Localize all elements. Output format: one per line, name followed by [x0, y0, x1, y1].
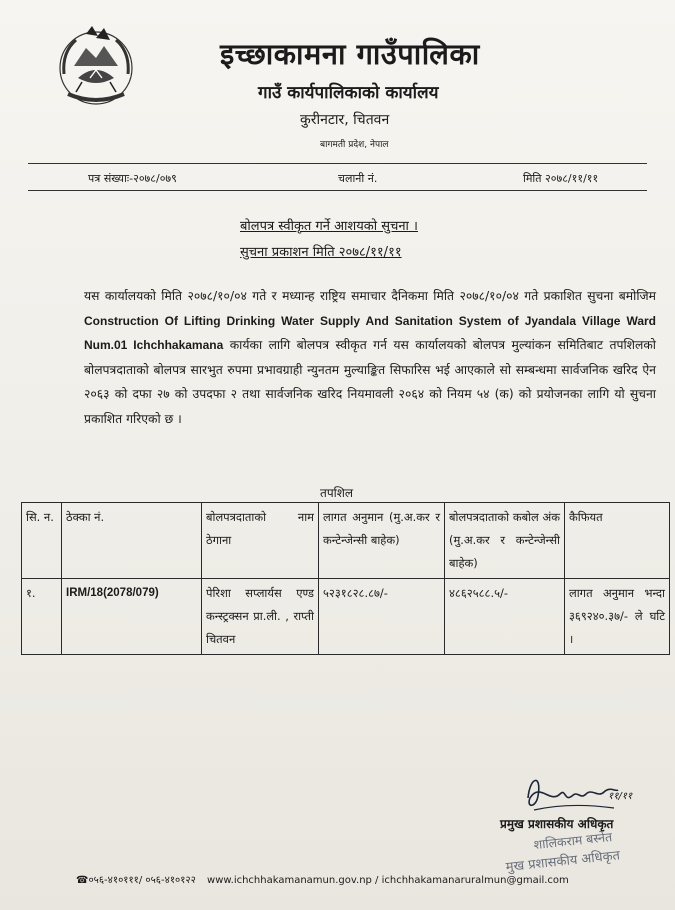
table-row — [22, 579, 670, 655]
letter-date: मिति २०७८/११/११ — [523, 172, 599, 185]
signatory-designation: प्रमुख प्रशासकीय अधिकृत — [500, 817, 614, 831]
header-estimate: लागत अनुमान (मु.अ.कर र कन्टेन्जेन्सी बाहेक) — [319, 503, 445, 579]
table-header-row — [22, 503, 670, 579]
footer-phone: ☎०५६-४१०१११/ ०५६-४१०१२२ — [76, 875, 196, 886]
header-bidder: बोलपत्रदाताको नाम ठेगाना — [202, 503, 319, 579]
organization-name: इच्छाकामना गाउँपालिका — [220, 37, 480, 71]
header-top-rule — [28, 163, 647, 164]
stamp-name: शालिकराम बस्नेत — [532, 829, 613, 853]
cell-contract: IRM/18(2078/079) — [62, 579, 202, 655]
handwritten-signature-icon — [520, 768, 620, 820]
province-line: बागमती प्रदेश, नेपाल — [320, 140, 389, 150]
schedule-heading: तपशिल — [320, 486, 354, 500]
body-rest: कार्यका लागि बोलपत्र स्वीकृत गर्न यस कार्यालयको बोलपत्र मुल्यांकन समितिबाट तपशिलको बोलपत्रदाताको बोलपत्र सारभुत रुपमा प्रभावग्राही न्युनतम मुल्याङ्कित सिफारिस भई आएकाले सो सम्बन्धमा सार्वजनिक खरिद ऐन २०६३ को दफा २७ को उपदफा २ तथा सार्वजनिक खरिद नियमावली २०६४ को नियम ५४ (क) को प्रयोजनका लागि यो सुचना प्रकाशित गरिएको छ । — [84, 338, 656, 426]
header-bottom-rule — [28, 190, 647, 191]
header-bid: बोलपत्रदाताको कबोल अंक (मु.अ.कर र कन्टेन्जेन्सी बाहेक) — [445, 503, 565, 579]
cell-bid: ४८६२५८८.५/- — [445, 579, 565, 655]
body-intro: यस कार्यालयको मिति २०७८/१०/०४ गते र मध्यान्ह राष्ट्रिय समाचार दैनिकमा मिति २०७८/१०/०४ गते प्रकाशित सुचना बमोजिम — [84, 289, 656, 303]
cell-sn: १. — [22, 579, 62, 655]
footer-contact — [76, 872, 569, 886]
notice-body — [84, 284, 656, 432]
cell-remarks: लागत अनुमान भन्दा ३६९२४०.३७/- ले घटि । — [565, 579, 670, 655]
header-remarks: कैफियत — [565, 503, 670, 579]
nepal-emblem-icon — [52, 22, 140, 110]
notice-title: बोलपत्र स्वीकृत गर्ने आशयको सुचना । — [240, 219, 418, 234]
bid-schedule-table — [21, 502, 670, 655]
header-contract: ठेक्का नं. — [62, 503, 202, 579]
project-name: Construction Of Lifting Drinking Water Supply And Sanitation System of Jyandala Village Ward Num.01 Ichchhakamana — [84, 313, 656, 353]
office-address: कुरीनटार, चितवन — [300, 112, 390, 128]
dispatch-number: चलानी नं. — [338, 172, 378, 185]
stamp-title: मुख प्रशासकीय अधिकृत — [505, 848, 621, 876]
office-name: गाउँ कार्यपालिकाको कार्यालय — [258, 83, 439, 103]
reference-number: पत्र संख्याः-२०७८/०७९ — [88, 172, 177, 185]
publication-date: सुचना प्रकाशन मिति २०७८/११/११ — [240, 245, 402, 260]
cell-estimate: ५२३१८२८.८७/- — [319, 579, 445, 655]
header-sn: सि. न. — [22, 503, 62, 579]
signature-date: ११/११ — [608, 791, 633, 802]
cell-bidder: पेरिशा सप्लार्यस एण्ड कन्स्ट्रक्सन प्रा.ली. , राप्ती चितवन — [202, 579, 319, 655]
footer-web: www.ichchhakamanamun.gov.np / ichchhakamanaruralmun@gmail.com — [207, 875, 569, 886]
